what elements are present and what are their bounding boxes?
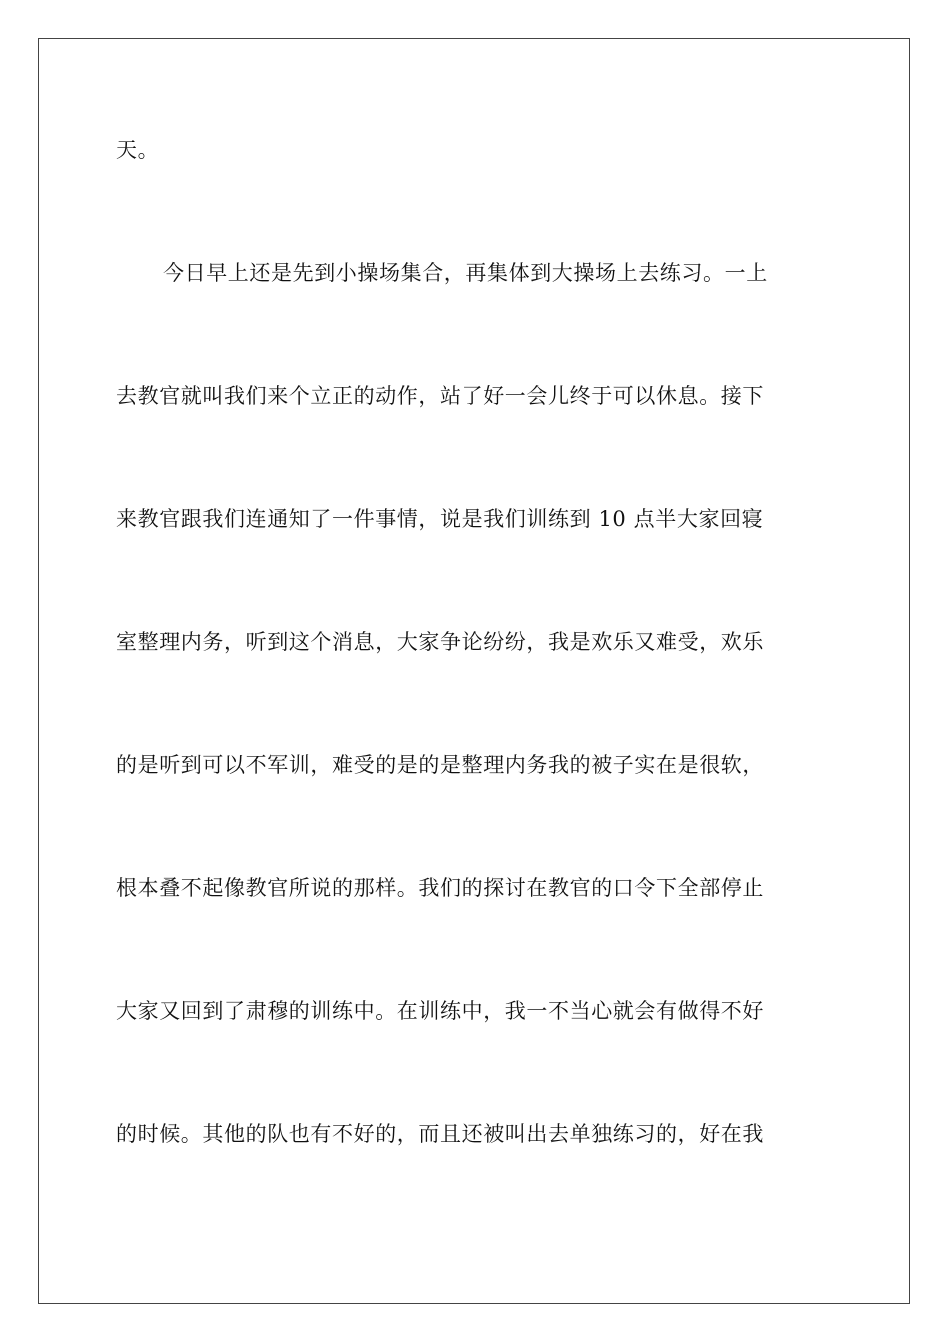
text-line: 天。 (116, 138, 160, 162)
text-line: 去教官就叫我们来个立正的动作，站了好一会儿终于可以休息。接下 (116, 384, 764, 408)
text-line: 的是听到可以不军训，难受的是的是整理内务我的被子实在是很软， (116, 753, 764, 777)
text-line: 今日早上还是先到小操场集合，再集体到大操场上去练习。一上 (163, 261, 768, 285)
text-line: 室整理内务，听到这个消息，大家争论纷纷，我是欢乐又难受，欢乐 (116, 630, 764, 654)
page-border (38, 38, 910, 1304)
text-line: 来教官跟我们连通知了一件事情，说是我们训练到 10 点半大家回寝 (116, 507, 764, 531)
text-line: 大家又回到了肃穆的训练中。在训练中，我一不当心就会有做得不好 (116, 999, 764, 1023)
text-line: 的时候。其他的队也有不好的，而且还被叫出去单独练习的，好在我 (116, 1122, 764, 1146)
text-line: 根本叠不起像教官所说的那样。我们的探讨在教官的口令下全部停止 (116, 876, 764, 900)
